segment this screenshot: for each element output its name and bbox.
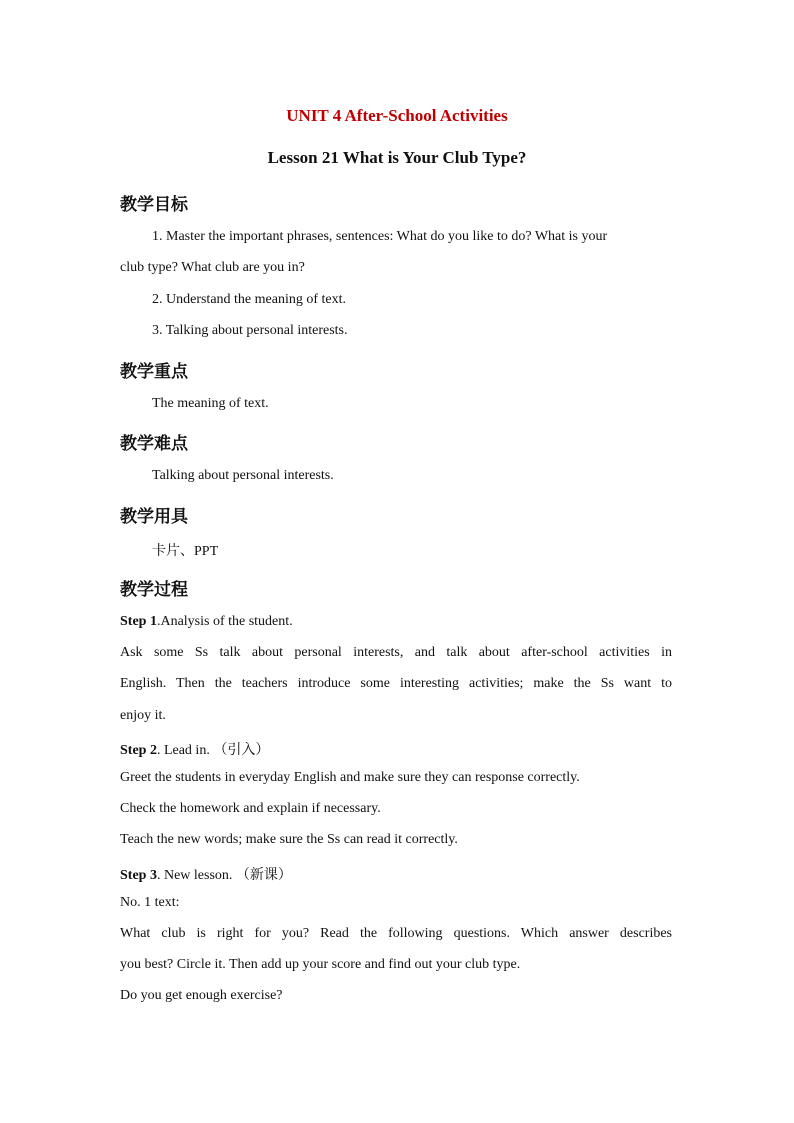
step-3-line-3: you best? Circle it. Then add up your score and find out your club type. [120, 957, 521, 972]
step-1-label: Step 1 [120, 614, 157, 629]
tools-heading: 教学用具 [120, 507, 188, 527]
step-3-heading [120, 864, 292, 884]
step-1-line-3: enjoy it. [120, 708, 166, 723]
objective-1-line-2: club type? What club are you in? [120, 260, 305, 275]
step-1-line-1: Ask some Ss talk about personal interests, and talk about after-school activities in [120, 645, 672, 660]
process-heading: 教学过程 [120, 580, 188, 600]
lesson-title: Lesson 21 What is Your Club Type? [267, 148, 527, 167]
step-3-title: . New lesson. （新课） [156, 868, 292, 883]
step-2-title: . Lead in. （引入） [156, 743, 270, 758]
step-1-title: .Analysis of the student. [156, 614, 293, 629]
tools-text: 卡片、PPT [152, 544, 219, 559]
key-points-heading: 教学重点 [120, 362, 188, 382]
objective-1-line-1: 1. Master the important phrases, sentences: What do you like to do? What is your [152, 229, 608, 244]
step-1-line-2: English. Then the teachers introduce some interesting activities; make the Ss want to [120, 676, 672, 691]
unit-title: UNIT 4 After-School Activities [286, 106, 508, 125]
objective-2: 2. Understand the meaning of text. [152, 292, 347, 307]
step-3-line-4: Do you get enough exercise? [120, 988, 283, 1003]
objective-3: 3. Talking about personal interests. [152, 323, 348, 338]
difficulties-heading: 教学难点 [120, 434, 188, 454]
step-2-label: Step 2 [120, 743, 157, 758]
step-3-line-2: What club is right for you? Read the following questions. Which answer describes [120, 926, 672, 941]
difficulties-text: Talking about personal interests. [152, 468, 334, 483]
step-2-heading [120, 739, 269, 759]
step-2-line-3: Teach the new words; make sure the Ss can read it correctly. [120, 832, 458, 847]
step-1-heading [120, 614, 293, 630]
step-2-line-1: Greet the students in everyday English and make sure they can response correctly. [120, 770, 580, 785]
objectives-heading: 教学目标 [120, 195, 188, 215]
key-points-text: The meaning of text. [152, 396, 269, 411]
step-3-label: Step 3 [120, 868, 157, 883]
step-2-line-2: Check the homework and explain if necessary. [120, 801, 381, 816]
step-3-line-1: No. 1 text: [120, 895, 180, 910]
